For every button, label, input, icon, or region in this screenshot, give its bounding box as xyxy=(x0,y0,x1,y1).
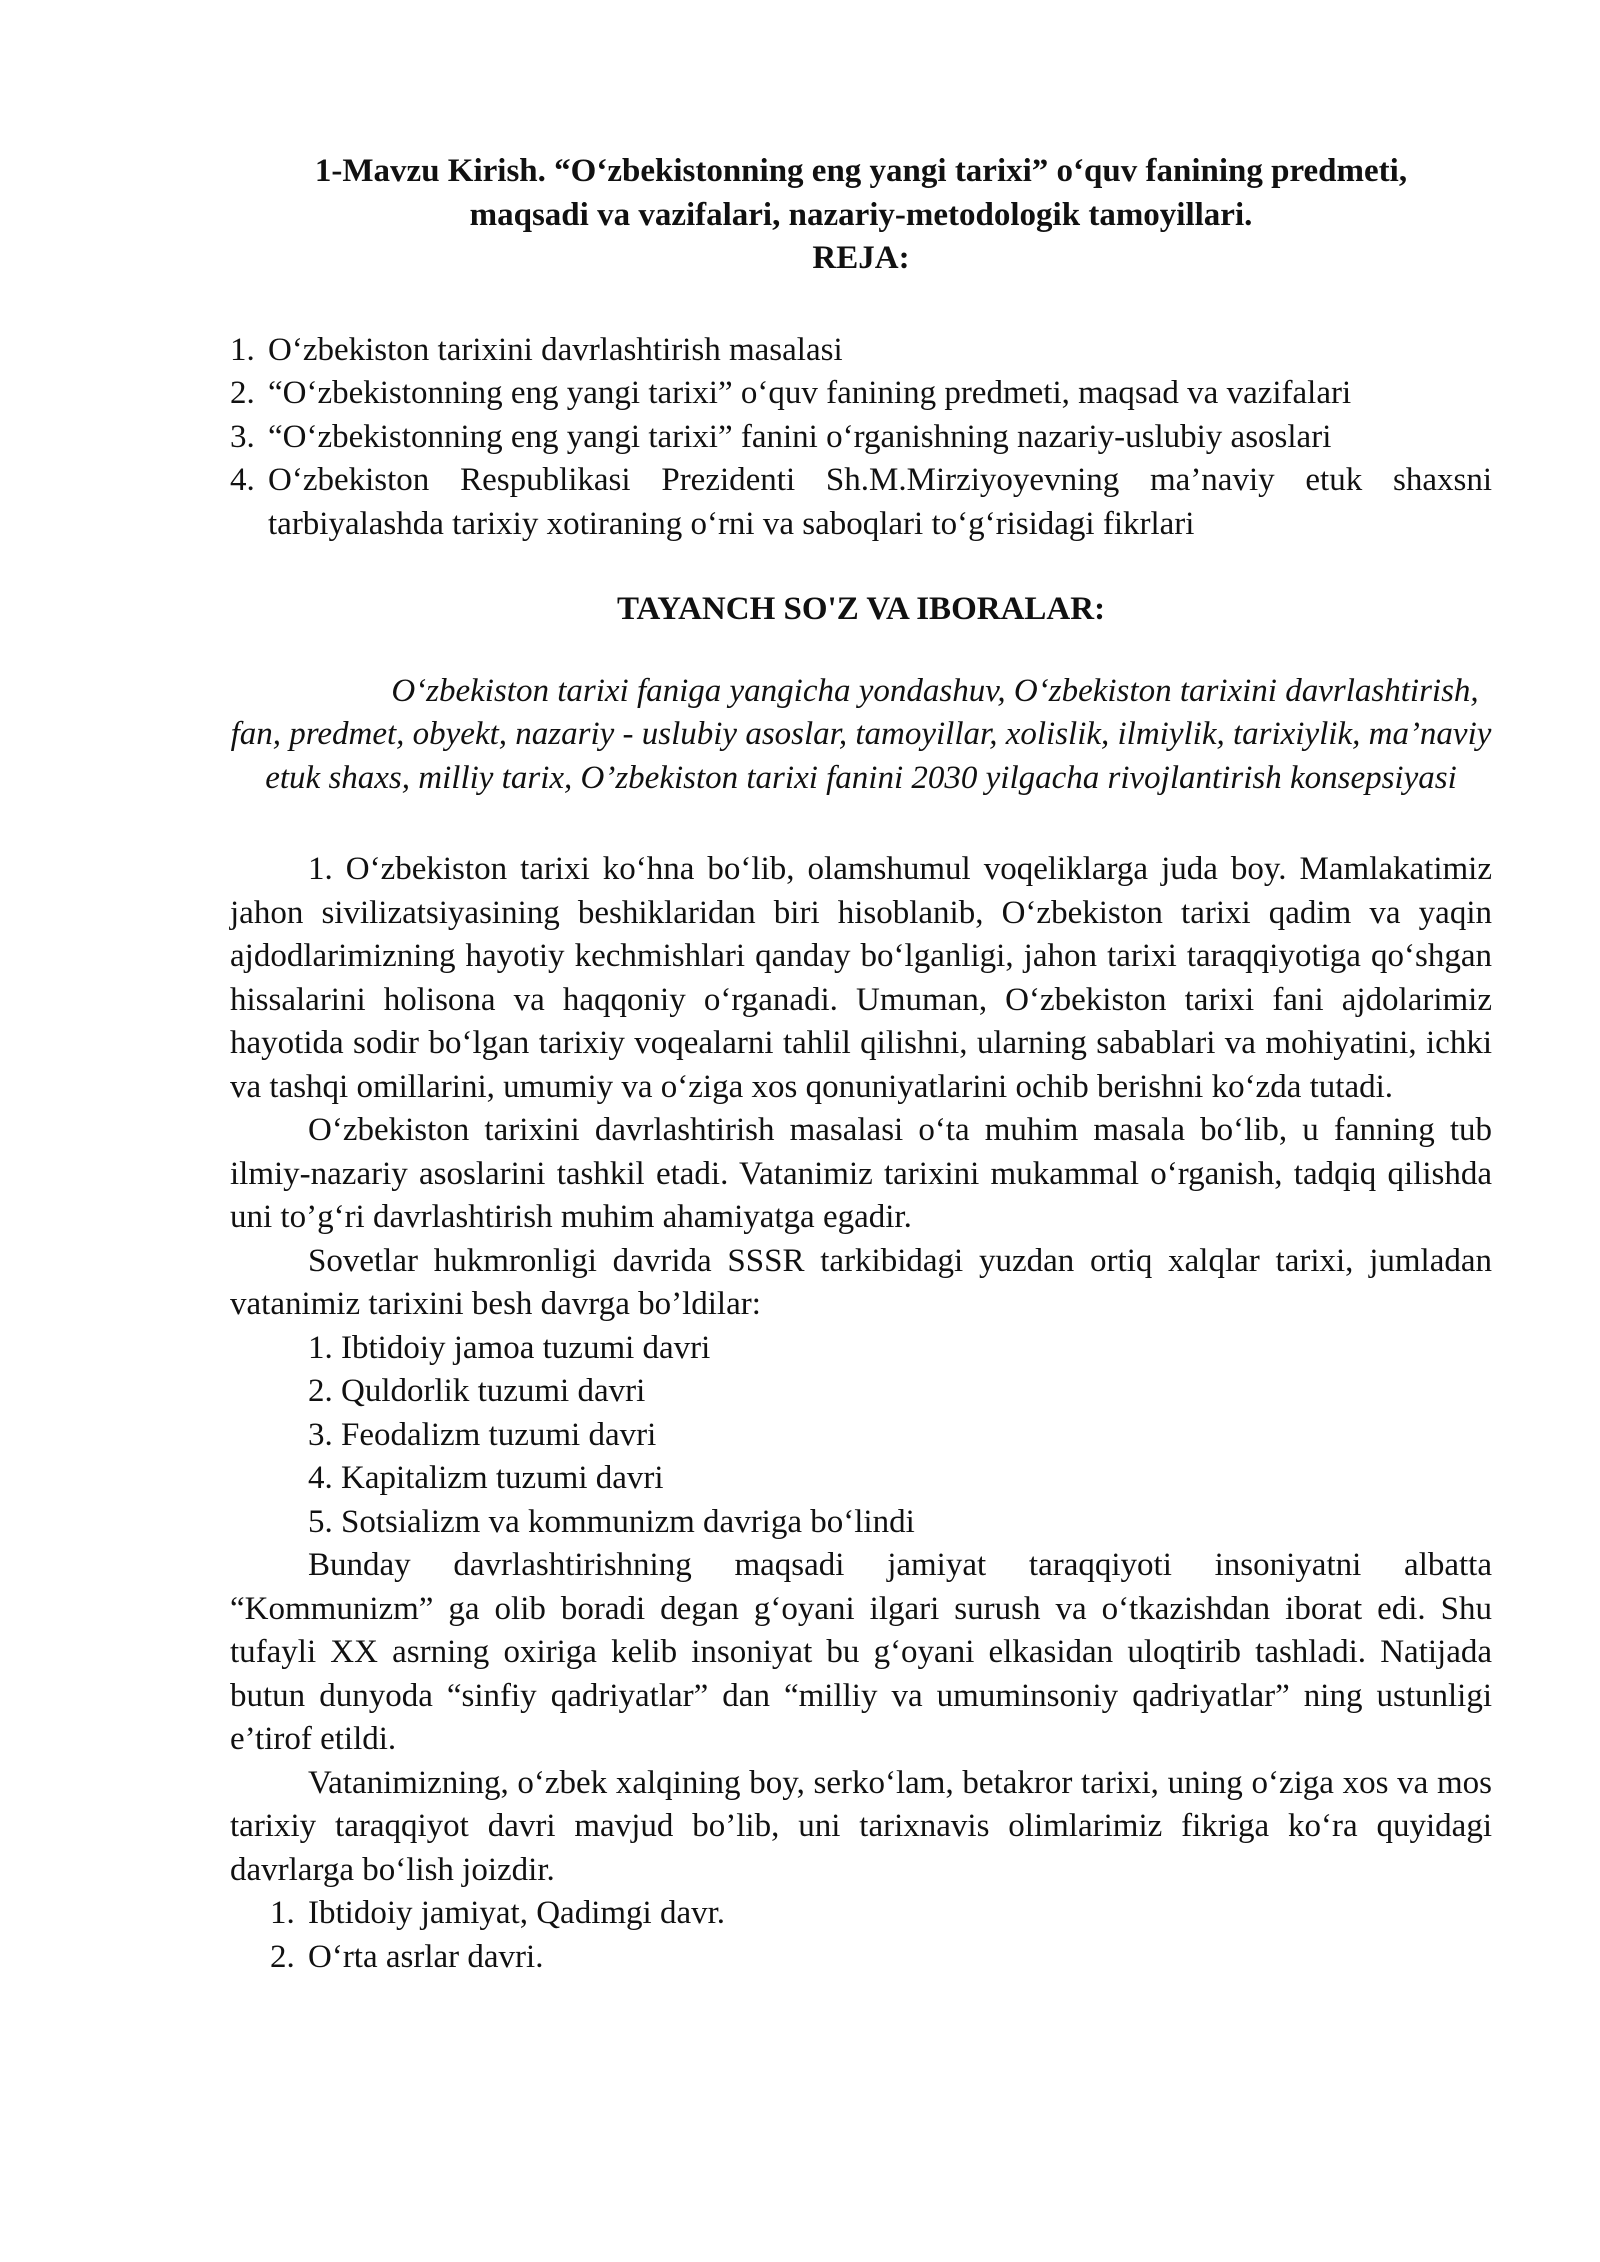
plan-item-number: 3. xyxy=(230,418,255,455)
keywords-text: O‘zbekiston tarixi faniga yangicha yondashuv, O‘zbekiston tarixini davrlashtirish, fan, predmet, obyekt, nazariy - uslubiy asoslar, tamoyillar, xolislik, ilmiylik, tarixiylik, ma’naviy etuk shaxs, milliy tarix, O’zbekiston tarixi fanini 2030 yilgacha rivojlantirish konsepsiyasi xyxy=(230,672,1492,796)
plan-item-number: 4. xyxy=(230,462,255,498)
title-line-2: maqsadi va vazifalari, nazariy-metodologik tamoyillari. xyxy=(469,196,1253,233)
plan-item-number: 2. xyxy=(230,375,255,411)
list-item-number: 1. xyxy=(270,1895,295,1931)
title-line-1: 1-Mavzu Kirish. “O‘zbekistonning eng yangi tarixi” o‘quv fanining predmeti, xyxy=(314,153,1408,189)
list-item-number: 2. xyxy=(270,1938,295,1975)
list-item xyxy=(270,1892,1492,1936)
paragraph-1: 1. O‘zbekiston tarixi ko‘hna bo‘lib, olamshumul voqeliklarga juda boy. Mamlakatimiz jahon sivilizatsiyasining beshiklaridan biri hisoblanib, O‘zbekiston tarixi qadim va yaqin ajdodlarimizning hayotiy kechmishlari qanday bo‘lganligi, jahon tarixi taraqqiyotiga qo‘shgan hissalarini holisona va haqqoniy o‘rganadi. Umuman, O‘zbekiston tarixi fani ajdolarimiz hayotida sodir bo‘lgan tarixiy voqealarni tahlil qilishni, ularning sabablari va mohiyatini, ichki va tashqi omillarini, umumiy va o‘ziga xos qonuniyatlarini ochib berishni ko‘zda tutadi. xyxy=(230,851,1492,1105)
paragraph-2: O‘zbekiston tarixini davrlashtirish masalasi o‘ta muhim masala bo‘lib, u fanning tub ilmiy-nazariy asoslarini tashkil etadi. Vatanimiz tarixini mukammal o‘rganish, tadqiq qilishda uni to’g‘ri davrlashtirish muhim ahamiyatga egadir. xyxy=(230,1112,1492,1235)
list-item: 2. Quldorlik tuzumi davri xyxy=(308,1373,646,1409)
paragraph-4: Bunday davrlashtirishning maqsadi jamiyat taraqqiyoti insoniyatni albatta “Kommunizm” ga olib boradi degan g‘oyani ilgari surush va o‘tkazishdan iborat edi. Shu tufayli XX asrning oxiriga kelib insoniyat bu g‘oyani elkasidan uloqtirib tashladi. Natijada butun dunyoda “sinfiy qadriyatlar” dan “milliy va umuminsoniy qadriyatlar” ning ustunligi e’tirof etildi. xyxy=(230,1547,1492,1757)
plan-item xyxy=(230,416,1492,460)
plan-item-text: “O‘zbekistonning eng yangi tarixi” o‘quv fanining predmeti, maqsad va vazifalari xyxy=(268,375,1352,411)
plan-item-text: O‘zbekiston Respublikasi Prezidenti Sh.M.Mirziyoyevning ma’naviy etuk shaxsni tarbiyalashda tarixiy xotiraning o‘rni va saboqlari to‘g‘risidagi fikrlari xyxy=(268,462,1492,542)
list-item: 3. Feodalizm tuzumi davri xyxy=(308,1416,657,1453)
body-text xyxy=(230,848,1492,1979)
plan-item xyxy=(230,372,1492,416)
list-item xyxy=(270,1936,1492,1980)
soviet-periods-list xyxy=(230,1327,1492,1545)
plan-item xyxy=(230,329,1492,373)
plan-item xyxy=(230,459,1492,546)
plan-list xyxy=(230,329,1492,547)
plan-item-text: O‘zbekiston tarixini davrlashtirish masalasi xyxy=(268,331,843,368)
list-item: 4. Kapitalizm tuzumi davri xyxy=(308,1460,664,1496)
list-item: 5. Sotsializm va kommunizm davriga bo‘lindi xyxy=(308,1503,915,1540)
document-title xyxy=(230,150,1492,281)
paragraph-3: Sovetlar hukmronligi davrida SSSR tarkibidagi yuzdan ortiq xalqlar tarixi, jumladan vatanimiz tarixini besh davrga bo’ldilar: xyxy=(230,1242,1492,1322)
new-periods-list xyxy=(230,1892,1492,1979)
paragraph-5: Vatanimizning, o‘zbek xalqining boy, serko‘lam, betakror tarixi, uning o‘ziga xos va mos tarixiy taraqqiyot davri mavjud bo’lib, uni tarixnavis olimlarimiz fikriga ko‘ra quyidagi davrlarga bo‘lish joizdir. xyxy=(230,1764,1492,1888)
keywords-heading: TAYANCH SO'Z VA IBORALAR: xyxy=(616,591,1106,627)
plan-heading: REJA: xyxy=(812,240,910,276)
plan-item-text: “O‘zbekistonning eng yangi tarixi” fanini o‘rganishning nazariy-uslubiy asoslari xyxy=(268,418,1332,455)
plan-item-number: 1. xyxy=(230,331,255,368)
list-item-text: O‘rta asrlar davri. xyxy=(308,1938,544,1975)
document-page xyxy=(230,150,1492,1979)
list-item-text: Ibtidoiy jamiyat, Qadimgi davr. xyxy=(308,1895,726,1931)
list-item: 1. Ibtidoiy jamoa tuzumi davri xyxy=(308,1329,711,1366)
